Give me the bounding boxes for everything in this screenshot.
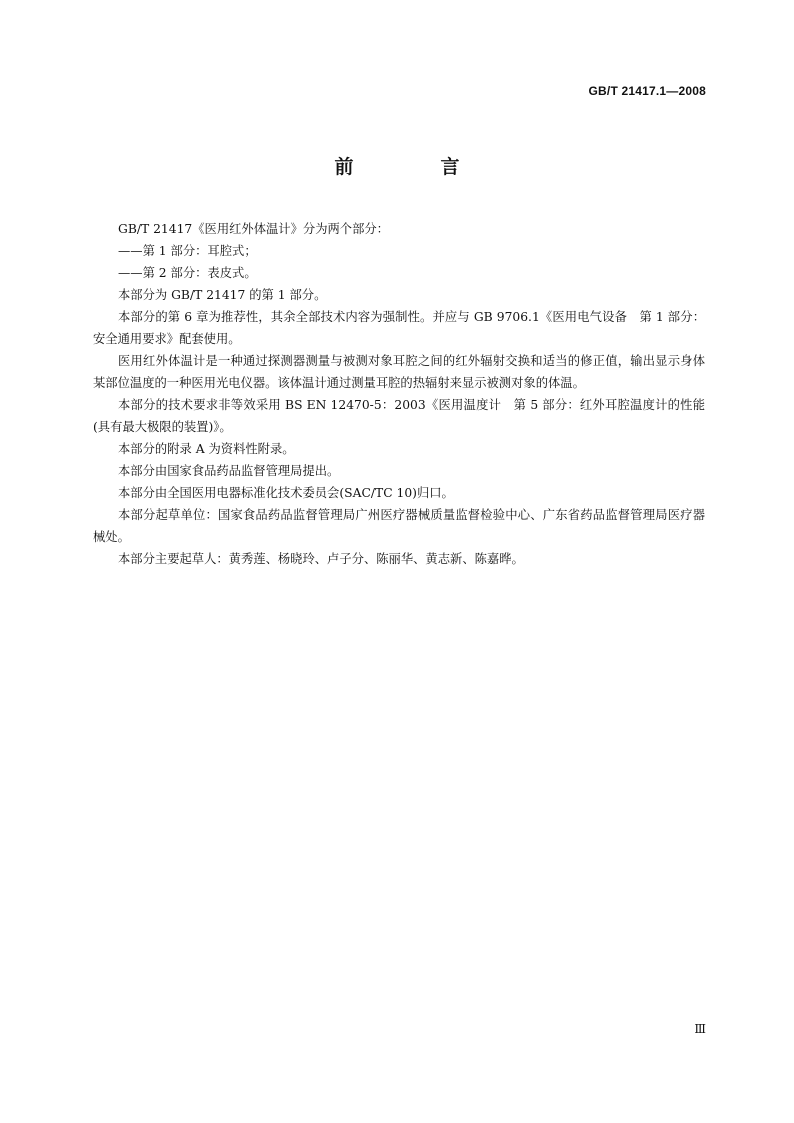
paragraph-proposed-by: 本部分由国家食品药品监督管理局提出。 <box>118 464 340 478</box>
paragraph-annex: 本部分的附录 A 为资料性附录。 <box>118 442 295 456</box>
paragraph-drafting-units: 本部分起草单位：国家食品药品监督管理局广州医疗器械质量监督检验中心、广东省药品监督管理局医疗器械处。 <box>93 508 705 544</box>
foreword-body <box>93 218 705 570</box>
paragraph-description: 医用红外体温计是一种通过探测器测量与被测对象耳腔之间的红外辐射交换和适当的修正值，输出显示身体某部位温度的一种医用光电仪器。该体温计通过测量耳腔的热辐射来显示被测对象的体温。 <box>93 354 705 390</box>
paragraph-part-1: ——第 1 部分：耳腔式； <box>118 244 257 258</box>
page-title: 前 言 <box>334 156 494 178</box>
paragraph-mandatory: 本部分的第 6 章为推荐性，其余全部技术内容为强制性。并应与 GB 9706.1《医用电气设备 第 1 部分：安全通用要求》配套使用。 <box>93 310 705 346</box>
paragraph-part-2: ——第 2 部分：表皮式。 <box>118 266 257 280</box>
paragraph-parts-intro: GB/T 21417《医用红外体温计》分为两个部分： <box>118 222 389 236</box>
paragraph-this-part: 本部分为 GB/T 21417 的第 1 部分。 <box>118 288 327 302</box>
paragraph-adoption: 本部分的技术要求非等效采用 BS EN 12470-5：2003《医用温度计 第 5 部分：红外耳腔温度计的性能(具有最大极限的装置)》。 <box>93 398 705 434</box>
standard-number: GB/T 21417.1—2008 <box>588 84 706 98</box>
paragraph-drafters: 本部分主要起草人：黄秀莲、杨晓玲、卢子分、陈丽华、黄志新、陈嘉晔。 <box>118 552 524 566</box>
page-number: Ⅲ <box>694 1022 706 1036</box>
paragraph-centralized-by: 本部分由全国医用电器标准化技术委员会(SAC/TC 10)归口。 <box>118 486 454 500</box>
